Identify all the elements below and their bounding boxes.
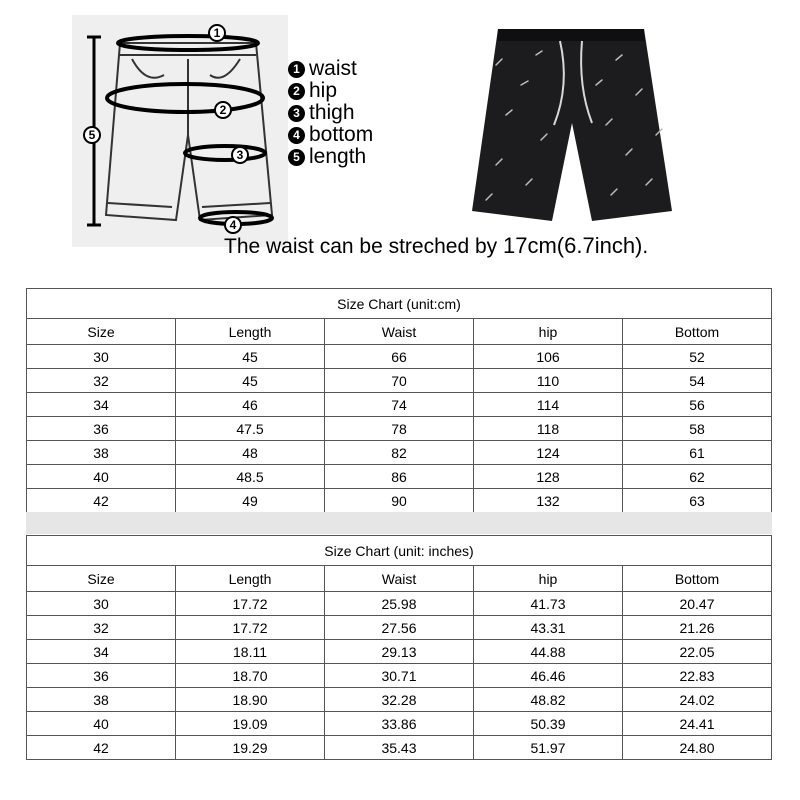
table-row xyxy=(27,616,772,640)
table-cell: 41.73 xyxy=(474,592,623,616)
table-cell: 48 xyxy=(176,441,325,465)
marker-4: 4 xyxy=(229,218,237,232)
table-cell: 48.5 xyxy=(176,465,325,489)
table-cell: 30 xyxy=(27,345,176,369)
legend-item-length xyxy=(288,146,373,168)
table-cell: 18.70 xyxy=(176,664,325,688)
table-cell: 25.98 xyxy=(325,592,474,616)
table-cell: 45 xyxy=(176,369,325,393)
table-cell: 35.43 xyxy=(325,736,474,760)
table-row xyxy=(27,393,772,417)
table-cell: 78 xyxy=(325,417,474,441)
table-cell: 128 xyxy=(474,465,623,489)
table-divider xyxy=(26,512,772,534)
note-text: The waist can be streched by xyxy=(224,235,503,258)
table-cell: 34 xyxy=(27,640,176,664)
table-cell: 32 xyxy=(27,616,176,640)
column-header: Size xyxy=(27,319,176,345)
size-chart-cm xyxy=(26,288,772,513)
table-row xyxy=(27,345,772,369)
table-cell: 62 xyxy=(623,465,772,489)
legend-label: waist xyxy=(309,57,357,80)
legend-number: 4 xyxy=(288,127,305,144)
table-cell: 38 xyxy=(27,688,176,712)
column-header: hip xyxy=(474,319,623,345)
column-header: Bottom xyxy=(623,566,772,592)
legend-item-waist xyxy=(288,58,373,80)
table-row xyxy=(27,640,772,664)
table-cell: 17.72 xyxy=(176,592,325,616)
table-cell: 43.31 xyxy=(474,616,623,640)
table-cell: 19.09 xyxy=(176,712,325,736)
table-cell: 90 xyxy=(325,489,474,513)
note-end: . xyxy=(642,235,649,258)
table-cell: 20.47 xyxy=(623,592,772,616)
table-cell: 47.5 xyxy=(176,417,325,441)
table-row xyxy=(27,712,772,736)
table-row xyxy=(27,417,772,441)
table-cell: 70 xyxy=(325,369,474,393)
table-cell: 30.71 xyxy=(325,664,474,688)
legend-number: 3 xyxy=(288,105,305,122)
table-cell: 110 xyxy=(474,369,623,393)
table-cell: 42 xyxy=(27,489,176,513)
table-cell: 24.80 xyxy=(623,736,772,760)
table-caption: Size Chart (unit: inches) xyxy=(27,536,772,566)
table-row xyxy=(27,688,772,712)
measurement-legend xyxy=(288,58,373,168)
legend-number: 2 xyxy=(288,83,305,100)
table-cell: 32.28 xyxy=(325,688,474,712)
table-cell: 124 xyxy=(474,441,623,465)
shorts-outline-drawing xyxy=(72,15,288,247)
table-cell: 22.05 xyxy=(623,640,772,664)
note-value: 17cm(6.7inch) xyxy=(502,233,643,258)
table-cell: 19.29 xyxy=(176,736,325,760)
legend-label: bottom xyxy=(309,123,374,146)
table-row xyxy=(27,664,772,688)
marker-3: 3 xyxy=(236,148,244,162)
column-header: Size xyxy=(27,566,176,592)
table-cell: 44.88 xyxy=(474,640,623,664)
table-row xyxy=(27,592,772,616)
table-cell: 46 xyxy=(176,393,325,417)
table-cell: 27.56 xyxy=(325,616,474,640)
table-cell: 54 xyxy=(623,369,772,393)
marker-1: 1 xyxy=(213,26,221,40)
table-cell: 46.46 xyxy=(474,664,623,688)
table-cell: 24.02 xyxy=(623,688,772,712)
table-cell: 17.72 xyxy=(176,616,325,640)
table-cell: 21.26 xyxy=(623,616,772,640)
legend-label: hip xyxy=(309,79,338,102)
table-cell: 33.86 xyxy=(325,712,474,736)
table-cell: 34 xyxy=(27,393,176,417)
table-cell: 61 xyxy=(623,441,772,465)
table-cell: 36 xyxy=(27,664,176,688)
table-row xyxy=(27,489,772,513)
table-cell: 40 xyxy=(27,712,176,736)
table-cell: 74 xyxy=(325,393,474,417)
marker-2: 2 xyxy=(219,103,227,117)
table-cell: 38 xyxy=(27,441,176,465)
table-cell: 36 xyxy=(27,417,176,441)
table-cell: 114 xyxy=(474,393,623,417)
table-cell: 48.82 xyxy=(474,688,623,712)
table-cell: 18.11 xyxy=(176,640,325,664)
legend-item-thigh xyxy=(288,102,373,124)
table-cell: 52 xyxy=(623,345,772,369)
table-cell: 106 xyxy=(474,345,623,369)
table-cell: 63 xyxy=(623,489,772,513)
table-cell: 30 xyxy=(27,592,176,616)
table-cell: 51.97 xyxy=(474,736,623,760)
product-photo xyxy=(466,15,678,227)
table-cell: 45 xyxy=(176,345,325,369)
table-cell: 40 xyxy=(27,465,176,489)
table-cell: 86 xyxy=(325,465,474,489)
table-cell: 49 xyxy=(176,489,325,513)
legend-item-hip xyxy=(288,80,373,102)
measurement-diagram xyxy=(72,15,288,247)
table-cell: 42 xyxy=(27,736,176,760)
column-header: Length xyxy=(176,566,325,592)
legend-number: 5 xyxy=(288,149,305,166)
table-cell: 32 xyxy=(27,369,176,393)
column-header: Bottom xyxy=(623,319,772,345)
column-header: Length xyxy=(176,319,325,345)
legend-item-bottom xyxy=(288,124,373,146)
table-cell: 132 xyxy=(474,489,623,513)
column-header: hip xyxy=(474,566,623,592)
table-cell: 22.83 xyxy=(623,664,772,688)
legend-label: thigh xyxy=(309,101,355,124)
header-row xyxy=(27,566,772,592)
table-caption: Size Chart (unit:cm) xyxy=(27,289,772,319)
table-row xyxy=(27,736,772,760)
table-cell: 58 xyxy=(623,417,772,441)
table-cell: 56 xyxy=(623,393,772,417)
header-row xyxy=(27,319,772,345)
table-cell: 66 xyxy=(325,345,474,369)
column-header: Waist xyxy=(325,566,474,592)
table-row xyxy=(27,369,772,393)
table-cell: 50.39 xyxy=(474,712,623,736)
legend-label: length xyxy=(309,145,367,168)
table-cell: 118 xyxy=(474,417,623,441)
table-cell: 82 xyxy=(325,441,474,465)
table-row xyxy=(27,441,772,465)
column-header: Waist xyxy=(325,319,474,345)
black-shorts-image xyxy=(466,15,678,227)
table-cell: 29.13 xyxy=(325,640,474,664)
table-cell: 18.90 xyxy=(176,688,325,712)
legend-number: 1 xyxy=(288,61,305,78)
table-cell: 24.41 xyxy=(623,712,772,736)
size-chart-inches xyxy=(26,535,772,760)
table-row xyxy=(27,465,772,489)
waist-stretch-note xyxy=(224,233,648,260)
marker-5: 5 xyxy=(88,128,96,142)
